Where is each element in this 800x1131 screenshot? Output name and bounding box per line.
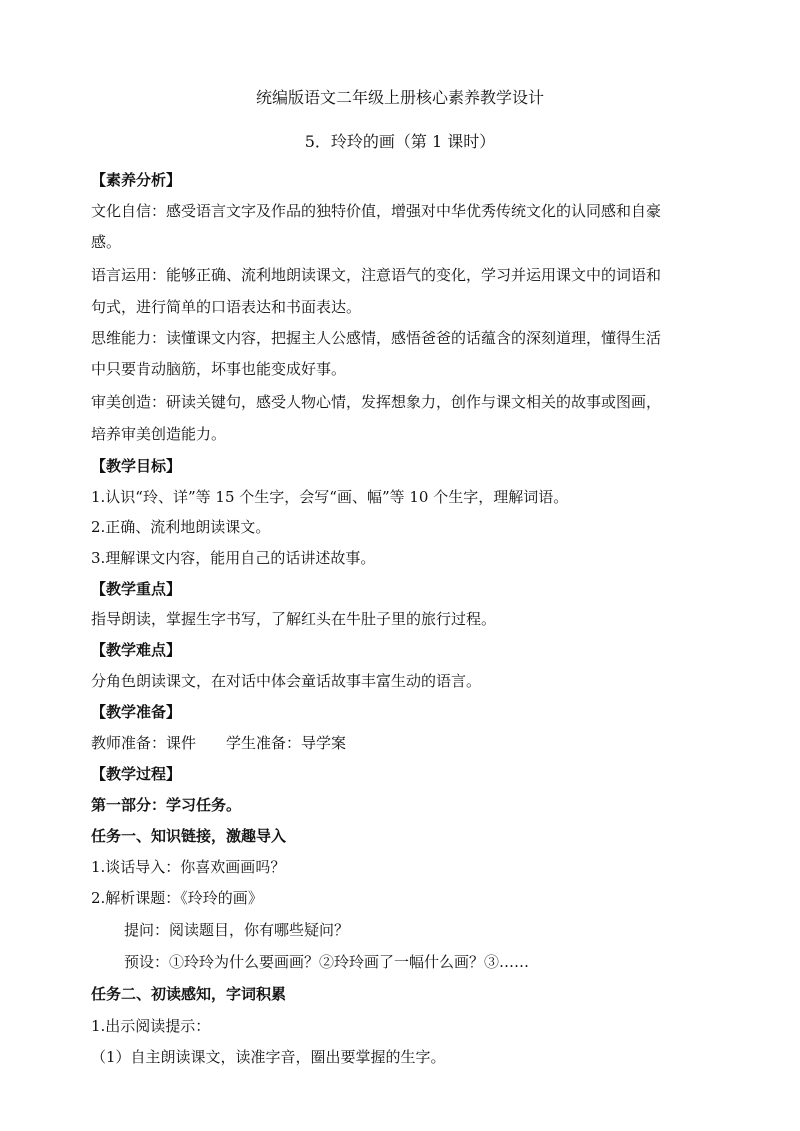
analysis-paragraph-4-line-2: 培养审美创造能力。: [91, 425, 227, 443]
preparation-text: 教师准备：课件 学生准备：导学案: [91, 734, 347, 752]
task-1-step-2: 2.解析课题：《玲玲的画》: [91, 889, 263, 907]
part-1-heading: 第一部分：学习任务。: [91, 796, 242, 814]
analysis-paragraph-1-line-1: 文化自信：感受语言文字及作品的独特价值，增强对中华优秀传统文化的认同感和自豪: [91, 202, 662, 220]
key-points-text: 指导朗读，掌握生字书写，了解红头在牛肚子里的旅行过程。: [91, 610, 497, 628]
goal-3: 3.理解课文内容，能用自己的话讲述故事。: [91, 549, 376, 567]
analysis-paragraph-2-line-1: 语言运用：能够正确、流利地朗读课文，注意语气的变化，学习并运用课文中的词语和: [91, 266, 662, 284]
key-points-heading: 【教学重点】: [91, 580, 182, 598]
analysis-paragraph-3-line-2: 中只要肯动脑筋，坏事也能变成好事。: [91, 360, 347, 378]
goal-1: 1.认识“玲、详”等 15 个生字，会写“画、幅”等 10 个生字，理解词语。: [91, 488, 569, 506]
analysis-heading: 【素养分析】: [91, 171, 182, 189]
difficulty-heading: 【教学难点】: [91, 641, 182, 659]
analysis-paragraph-3-line-1: 思维能力：读懂课文内容，把握主人公感情，感悟爸爸的话蕴含的深刻道理，懂得生活: [91, 329, 662, 347]
task-2-heading: 任务二、初读感知，字词积累: [91, 985, 287, 1003]
process-heading: 【教学过程】: [91, 765, 182, 783]
task-2-step-1-item-1: （1）自主朗读课文，读准字音，圈出要掌握的生字。: [91, 1048, 446, 1066]
preparation-heading: 【教学准备】: [91, 703, 182, 721]
document-subtitle: 5．玲玲的画（第 1 课时）: [304, 132, 496, 151]
difficulty-text: 分角色朗读课文，在对话中体会童话故事丰富生动的语言。: [91, 672, 482, 690]
task-1-heading: 任务一、知识链接，激趣导入: [91, 827, 287, 845]
task-2-step-1: 1.出示阅读提示：: [91, 1017, 211, 1035]
analysis-paragraph-2-line-2: 句式，进行简单的口语表达和书面表达。: [91, 298, 362, 316]
task-1-preset: 预设：①玲玲为什么要画画？②玲玲画了一幅什么画？③……: [124, 953, 530, 971]
analysis-paragraph-1-line-2: 感。: [91, 233, 122, 251]
task-1-step-1: 1.谈话导入：你喜欢画画吗？: [91, 858, 286, 876]
analysis-paragraph-4-line-1: 审美创造：研读关键句，感受人物心情，发挥想象力，创作与课文相关的故事或图画，: [91, 393, 662, 411]
goals-heading: 【教学目标】: [91, 457, 182, 475]
document-title: 统编版语文二年级上册核心素养教学设计: [255, 88, 544, 107]
task-1-question: 提问：阅读题目，你有哪些疑问？: [124, 921, 350, 939]
goal-2: 2.正确、流利地朗读课文。: [91, 518, 271, 536]
